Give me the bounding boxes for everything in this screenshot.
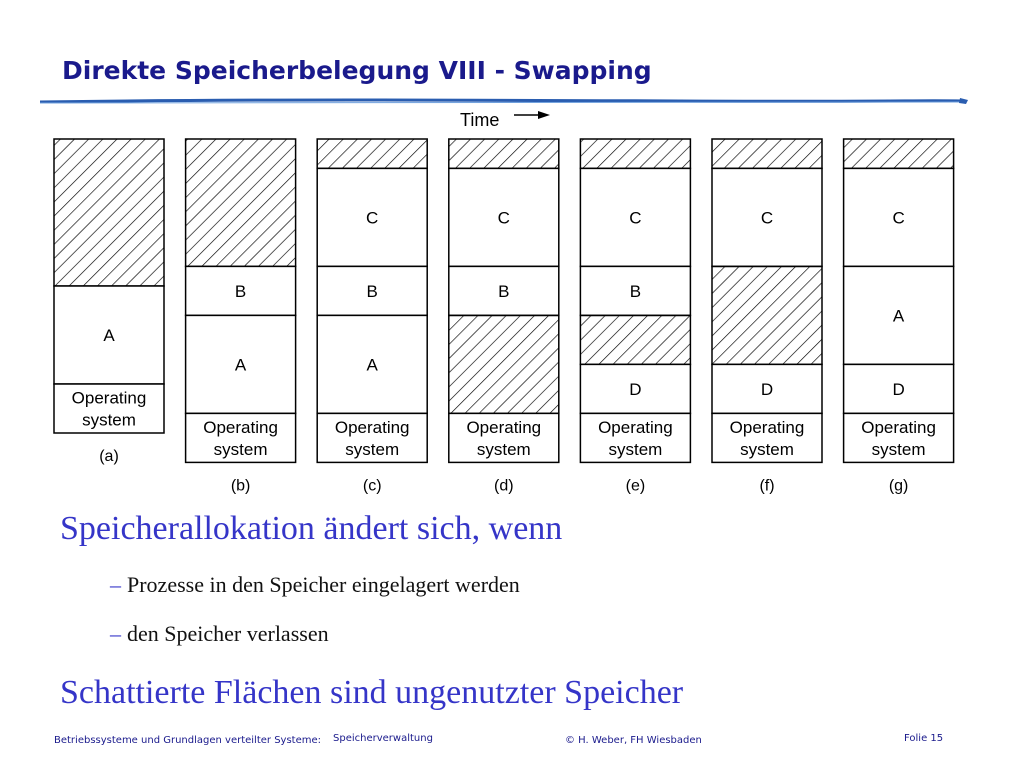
process-label: B	[366, 281, 378, 301]
os-label: Operating	[861, 417, 936, 437]
heading-shaded-areas: Schattierte Flächen sind ungenutzter Speicher	[60, 674, 684, 711]
bullet-item-2	[110, 621, 329, 647]
os-label: system	[82, 410, 136, 430]
memory-column-a	[54, 139, 164, 465]
process-label: B	[629, 281, 642, 301]
os-label: Operating	[729, 417, 805, 437]
os-label: Operating	[598, 417, 673, 437]
free-memory-block	[449, 139, 559, 168]
os-label: Operating	[466, 417, 542, 437]
column-caption: (c)	[362, 477, 382, 495]
column-caption: (g)	[888, 477, 909, 495]
free-memory-block	[54, 139, 164, 286]
bullet-text-2: den Speicher verlassen	[127, 621, 329, 646]
free-memory-block	[449, 315, 559, 413]
os-label: system	[345, 439, 400, 459]
free-memory-block	[580, 315, 690, 364]
time-arrow	[514, 111, 550, 119]
time-label: Time	[460, 110, 500, 130]
free-memory-block	[844, 139, 954, 168]
free-memory-block	[317, 139, 427, 168]
os-label: Operating	[71, 388, 147, 408]
os-label: system	[871, 439, 926, 459]
process-label: A	[366, 355, 378, 375]
process-label: C	[497, 208, 510, 228]
process-label: D	[892, 379, 905, 399]
column-caption: (d)	[494, 477, 514, 495]
process-label: D	[760, 379, 774, 399]
process-label: A	[892, 306, 905, 326]
memory-column-d	[449, 139, 559, 494]
os-label: system	[608, 439, 663, 459]
memory-allocation-diagram	[0, 100, 1024, 510]
process-label: C	[760, 208, 774, 228]
memory-column-c	[317, 139, 427, 494]
footer-topic: Speicherverwaltung	[333, 733, 433, 744]
free-memory-block	[712, 266, 822, 364]
process-label: A	[103, 326, 115, 345]
bullet-dash: –	[110, 621, 121, 646]
os-label: Operating	[334, 417, 410, 437]
column-caption: (e)	[625, 477, 646, 495]
free-memory-block	[712, 139, 822, 168]
heading-allocation: Speicherallokation ändert sich, wenn	[60, 510, 563, 547]
os-label: system	[476, 439, 531, 459]
bullet-text-1: Prozesse in den Speicher eingelagert werden	[127, 572, 520, 597]
memory-column-b	[186, 139, 296, 494]
free-memory-block	[186, 139, 296, 266]
memory-column-f	[712, 139, 822, 494]
memory-column-e	[580, 139, 690, 494]
process-label: C	[629, 208, 642, 228]
column-caption: (a)	[99, 448, 119, 465]
os-label: system	[740, 439, 794, 459]
slide-title: Direkte Speicherbelegung VIII - Swapping	[62, 56, 652, 85]
footer-slide-number: Folie 15	[904, 733, 944, 744]
free-memory-block	[580, 139, 690, 168]
os-label: system	[213, 439, 268, 459]
process-label: B	[498, 281, 510, 301]
column-caption: (f)	[759, 477, 775, 495]
bullet-item-1	[110, 572, 520, 598]
memory-column-g	[844, 139, 954, 494]
process-label: C	[892, 208, 905, 228]
os-label: Operating	[203, 417, 278, 437]
process-label: C	[366, 208, 379, 228]
process-label: B	[234, 281, 247, 301]
footer-author: © H. Weber, FH Wiesbaden	[565, 735, 702, 746]
process-label: A	[234, 355, 247, 375]
column-caption: (b)	[230, 477, 251, 495]
footer-course: Betriebssysteme und Grundlagen verteilter Systeme:	[54, 735, 322, 746]
process-label: D	[629, 379, 642, 399]
bullet-dash: –	[110, 572, 121, 597]
